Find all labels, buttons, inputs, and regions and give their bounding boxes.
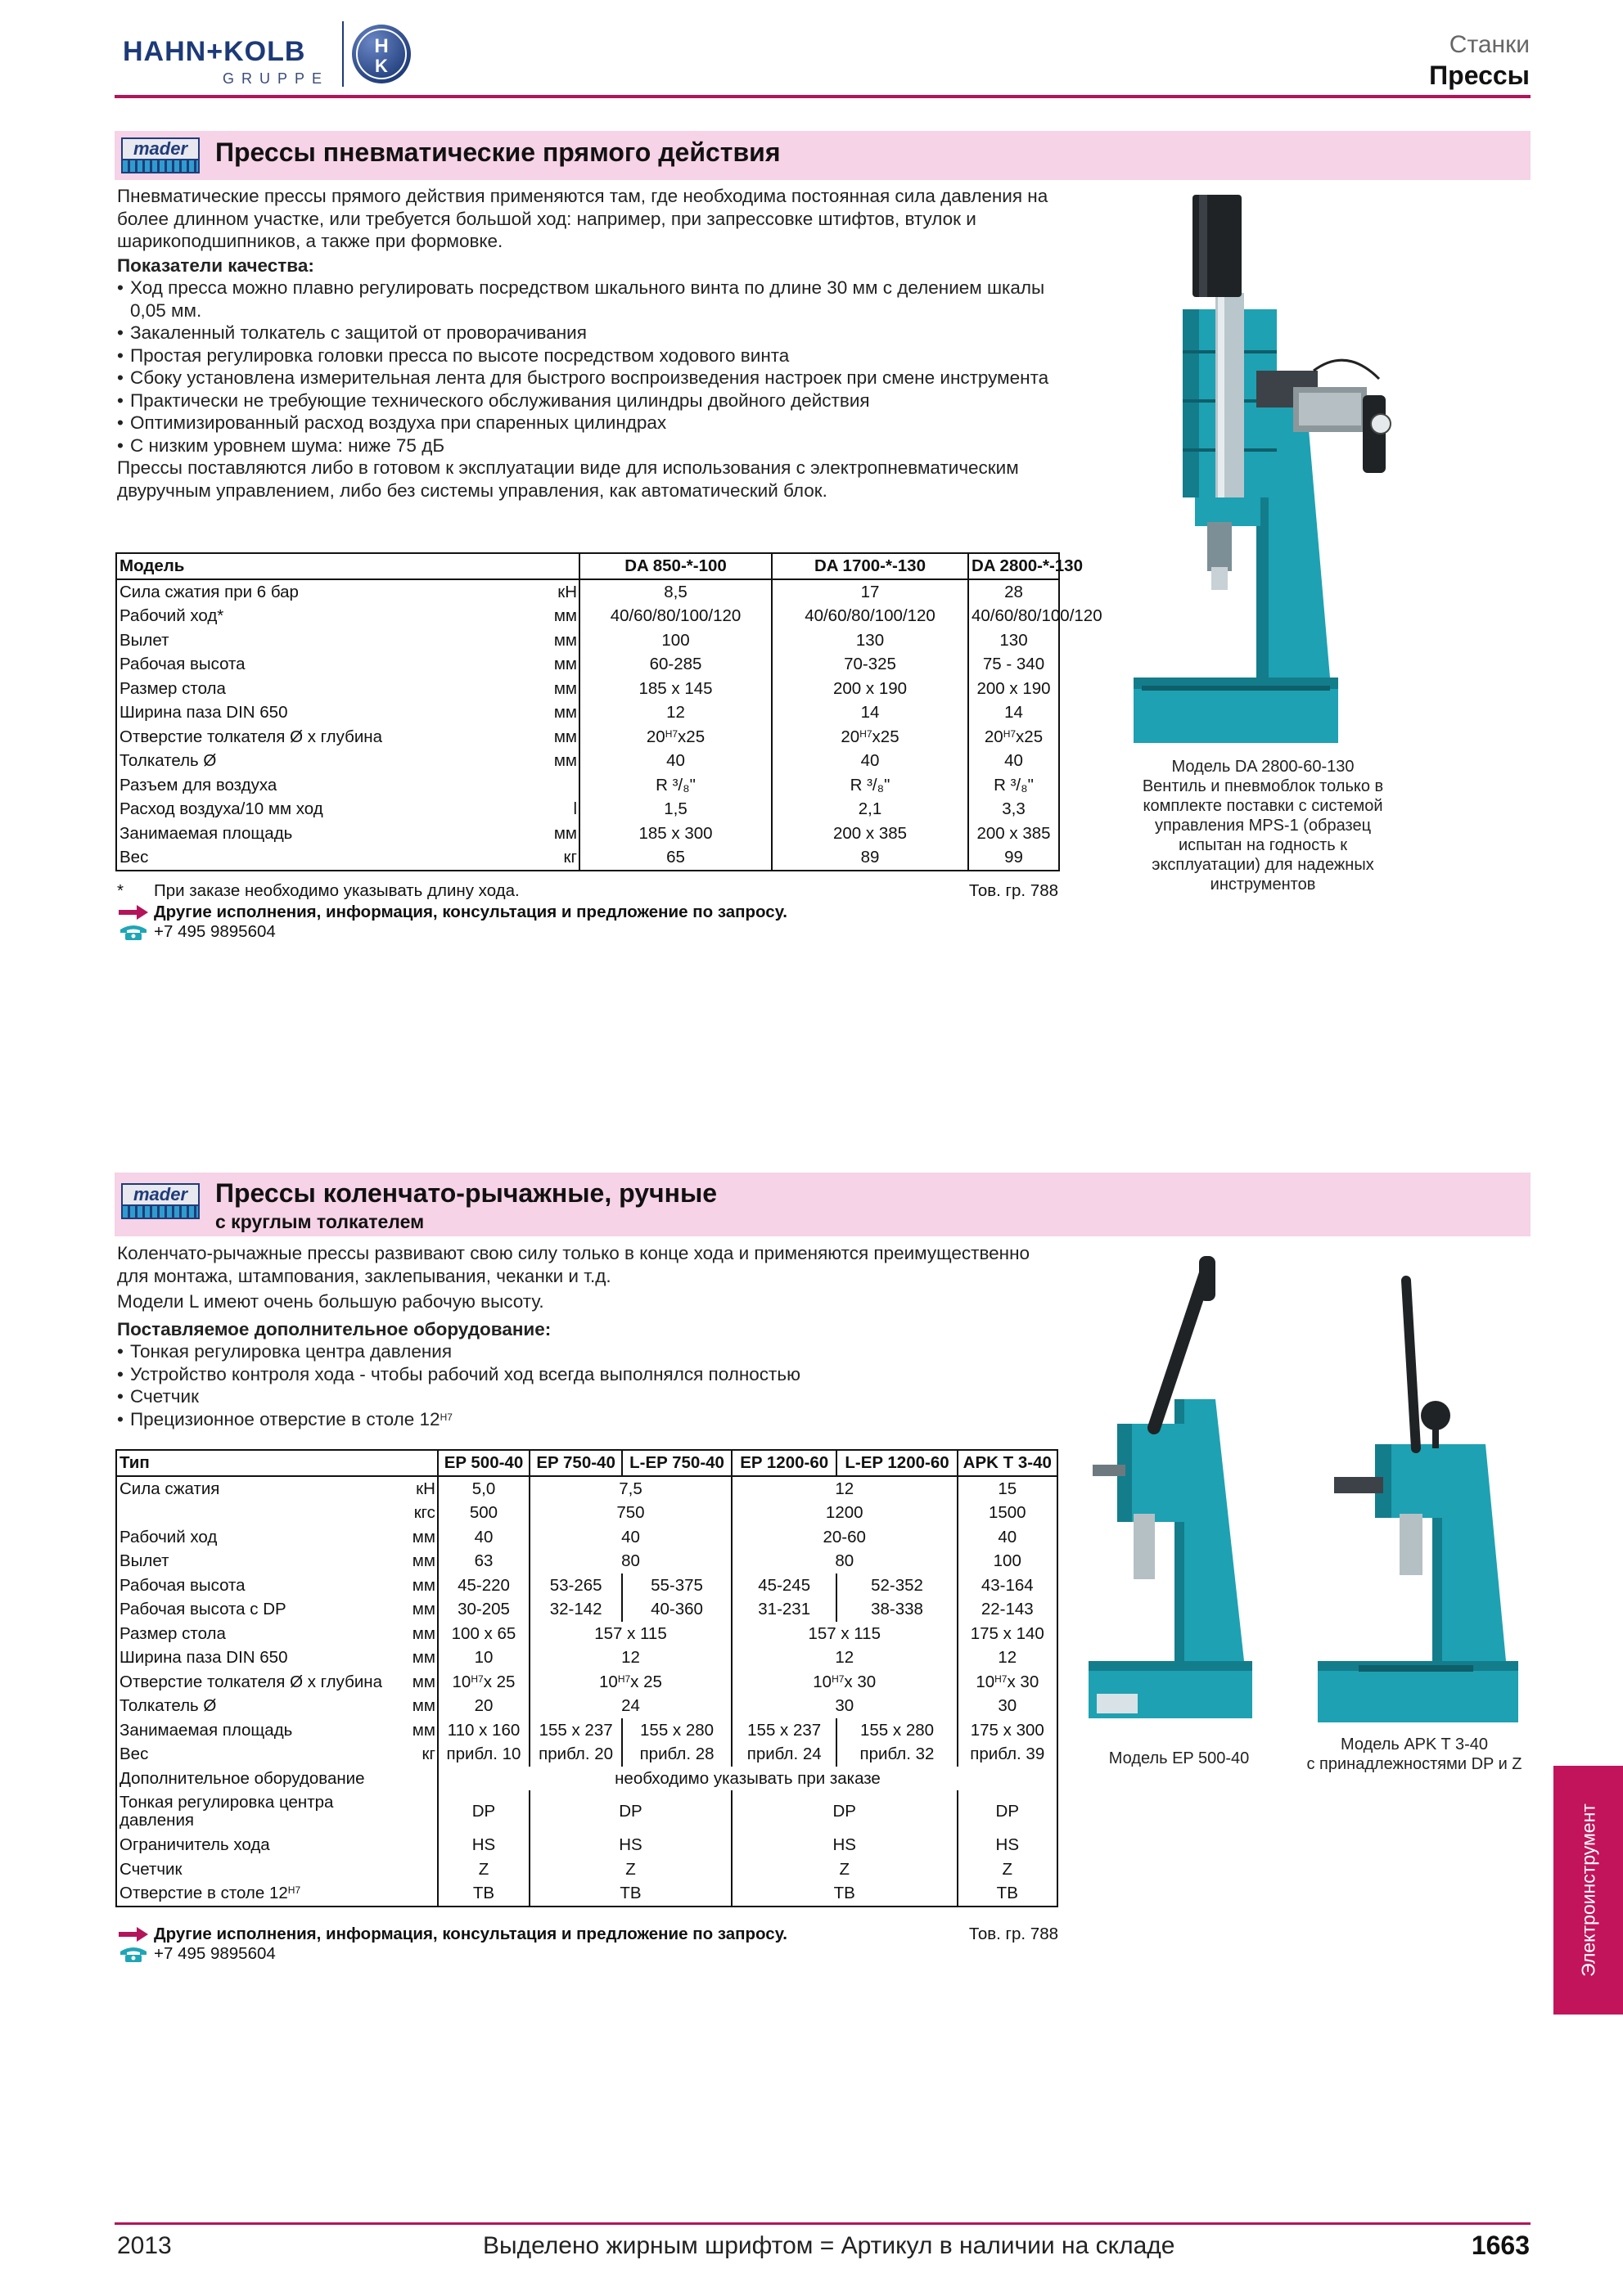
equip-heading: Поставляемое дополнительное оборудование:	[117, 1318, 552, 1339]
svg-text:H: H	[374, 35, 389, 57]
superscript: H7	[859, 727, 872, 740]
row-value: 17	[772, 579, 968, 605]
row-value: 200 x 190	[968, 677, 1059, 701]
row-label: Сила сжатия при 6 бар	[119, 582, 299, 601]
row-value: 14	[772, 700, 968, 725]
row-label: Толкатель Ø	[119, 1696, 217, 1715]
section1-description	[117, 185, 1058, 502]
row-value: 45-245	[732, 1573, 837, 1598]
row-value: 12	[732, 1476, 958, 1501]
row-unit: мм	[412, 1696, 435, 1715]
row-value: DP	[732, 1790, 958, 1833]
row-value: 53-265	[530, 1573, 622, 1598]
quality-feature-item: • Сбоку установлена измерительная лента для быстрого воспроизведения настроек при смене инструмента	[117, 367, 1058, 389]
header-category: Станки	[1449, 31, 1530, 58]
table-header-model: DA 850-*-100	[579, 553, 772, 579]
caption-apk: Модель APK T 3-40 с принадлежностями DP и Z	[1306, 1736, 1522, 1773]
row-value: 12	[530, 1645, 732, 1670]
row-label: Вылет	[119, 1551, 169, 1570]
equip-feature-item: • Устройство контроля хода - чтобы рабочий ход всегда выполнялся полностью	[117, 1363, 1058, 1386]
row-unit	[409, 1790, 438, 1833]
row-value: HS	[958, 1833, 1057, 1857]
row-value: 65	[579, 845, 772, 871]
row-unit: мм	[412, 1600, 435, 1618]
table-row	[116, 725, 1059, 750]
row-unit: мм	[553, 703, 577, 722]
row-value: TB	[958, 1881, 1057, 1907]
logo-subtext: GRUPPE	[223, 70, 330, 87]
row-label: Ширина паза DIN 650	[119, 703, 288, 722]
row-value: 185 x 145	[579, 677, 772, 701]
row-label: Отверстие в столе $12^{H7}$	[119, 1884, 301, 1902]
mader-logo-text: mader	[123, 139, 198, 159]
row-value: 130	[968, 628, 1059, 653]
row-value: прибл. 20	[530, 1742, 622, 1767]
row-label: Вылет	[119, 630, 169, 650]
caption-ep: Модель EP 500-40	[1108, 1749, 1250, 1767]
row-value: прибл. 24	[732, 1742, 837, 1767]
toggle-press-apk-image	[1310, 1281, 1531, 1731]
row-unit	[427, 773, 579, 798]
row-value: 20-60	[732, 1525, 958, 1550]
row-value: 75 - 340	[968, 652, 1059, 677]
row-value: 40	[958, 1525, 1057, 1550]
row-label: Рабочий ход*	[119, 606, 224, 625]
row-label: Ограничитель хода	[119, 1835, 270, 1854]
row-value: 63	[438, 1549, 530, 1573]
row-value: 40	[579, 749, 772, 773]
row-value: 157 x 115	[732, 1622, 958, 1646]
superscript: H7	[617, 1672, 631, 1685]
row-value: 24	[530, 1694, 732, 1718]
row-value: 185 x 300	[579, 822, 772, 846]
row-value: 30-205	[438, 1597, 530, 1622]
table-row	[116, 773, 1059, 798]
goods-group-ref-2: Тов. гр. 788	[968, 1925, 1058, 1943]
row-unit	[409, 1857, 438, 1882]
row-unit: мм	[412, 1623, 435, 1643]
row-value: 55-375	[622, 1573, 732, 1598]
row-value: $10^{H7}x$ 25	[438, 1670, 530, 1695]
row-value: Z	[438, 1857, 530, 1882]
row-unit: мм	[553, 655, 577, 673]
row-value: 8,5	[579, 579, 772, 605]
row-value: 40	[530, 1525, 732, 1550]
superscript: H7	[994, 1672, 1008, 1685]
row-label: Вес	[119, 1745, 149, 1763]
row-label: Отверстие толкателя Ø x глубина	[119, 1672, 383, 1691]
row-unit: l	[573, 799, 577, 818]
row-label	[116, 1501, 409, 1525]
row-unit: мм	[412, 1672, 435, 1691]
row-value: 31-231	[732, 1597, 837, 1622]
quality-feature-item: • Ход пресса можно плавно регулировать посредством шкального винта по длине 30 мм с делением шкалы 0,05 мм.	[117, 277, 1058, 322]
row-value: 175 x 140	[958, 1622, 1057, 1646]
row-value: HS	[732, 1833, 958, 1857]
row-value: 14	[968, 700, 1059, 725]
row-value: прибл. 32	[836, 1742, 957, 1767]
table-row	[116, 1525, 1057, 1550]
svg-text:K: K	[375, 56, 388, 76]
table-row	[116, 822, 1059, 846]
row-value: DP	[958, 1790, 1057, 1833]
row-value: $10^{H7}x$ 30	[958, 1670, 1057, 1695]
row-value: Z	[732, 1857, 958, 1882]
row-unit: мм	[553, 727, 577, 746]
table-row	[116, 652, 1059, 677]
table-row	[116, 797, 1059, 822]
row-label: Отверстие толкателя Ø x глубина	[119, 727, 383, 746]
side-category-label: Электроинструмент	[1577, 1803, 1598, 1977]
mader-logo-icon-2	[121, 1183, 200, 1219]
table-header-model: EP 1200-60	[732, 1450, 837, 1476]
row-label: Разъем для воздуха	[119, 775, 277, 795]
row-label: Расход воздуха/10 мм ход	[119, 799, 323, 818]
table-row	[116, 1670, 1057, 1695]
row-value: 99	[968, 845, 1059, 871]
section2-subtitle: с круглым толкателем	[215, 1211, 425, 1232]
row-unit: мм	[412, 1575, 435, 1595]
superscript: H7	[471, 1672, 484, 1685]
phone-number-2: +7 495 9895604	[154, 1944, 276, 1963]
row-value: 45-220	[438, 1573, 530, 1598]
row-value: 15	[958, 1476, 1057, 1501]
row-unit: мм	[412, 1720, 435, 1740]
superscript: H7	[440, 1411, 453, 1423]
row-value: 155 x 237	[732, 1718, 837, 1743]
row-value: $20^{H7}x25$	[579, 725, 772, 750]
row-unit: кг	[422, 1745, 435, 1763]
quality-feature-item: • Простая регулировка головки пресса по высоте посредством ходового винта	[117, 344, 1058, 367]
table-row	[116, 1476, 1057, 1501]
footnote-mark: *	[117, 881, 124, 900]
quality-feature-item: • Практически не требующие технического обслуживания цилиндры двойного действия	[117, 389, 1058, 412]
row-value: 175 x 300	[958, 1718, 1057, 1743]
row-value: 200 x 385	[772, 822, 968, 846]
table-header-cell: Тип	[116, 1450, 438, 1476]
row-value: 750	[530, 1501, 732, 1525]
table-header-model: DA 1700-*-130	[772, 553, 968, 579]
row-value: DP	[530, 1790, 732, 1833]
section1-image-caption: Модель DA 2800-60-130 Вентиль и пневмоблок только в комплекте поставки с системой управления MPS-1 (образец испытан на годность к эксплуатации) для надежных инструментов	[1142, 758, 1384, 894]
row-value: 52-352	[836, 1573, 957, 1598]
section1-notes	[117, 881, 1058, 942]
quality-feature-item: • Закаленный толкатель с защитой от проворачивания	[117, 322, 1058, 344]
row-value: 110 x 160	[438, 1718, 530, 1743]
row-value: 7,5	[530, 1476, 732, 1501]
row-value: 130	[772, 628, 968, 653]
section2-title: Прессы коленчато-рычажные, ручные	[215, 1178, 718, 1208]
table-row	[116, 604, 1059, 628]
section1-delivery: Прессы поставляются либо в готовом к эксплуатации виде для использования с электропневматическим двуручным управлением, либо без системы управления, как автоматический блок.	[117, 457, 1019, 501]
row-label: Рабочий ход	[119, 1527, 218, 1546]
row-label: Ширина паза DIN 650	[119, 1648, 288, 1667]
table-row	[116, 700, 1059, 725]
row-value: $10^{H7}x$ 25	[530, 1670, 732, 1695]
row-value: 155 x 280	[622, 1718, 732, 1743]
row-value: 38-338	[836, 1597, 957, 1622]
row-unit: мм	[553, 751, 577, 770]
header-subcategory: Прессы	[1429, 61, 1530, 90]
row-value: 12	[958, 1645, 1057, 1670]
row-value: 40/60/80/100/120	[772, 604, 968, 628]
table-row	[116, 1694, 1057, 1718]
footer-rule	[115, 2222, 1531, 2225]
mader-logo-text-2: mader	[123, 1185, 198, 1204]
row-value: TB	[438, 1881, 530, 1907]
page-number: 1663	[1471, 2231, 1530, 2260]
footer-note: Выделено жирным шрифтом = Артикул в наличии на складе	[483, 2232, 1175, 2259]
equip-feature-item: • Прецизионное отверстие в столе $12^{H7}$	[117, 1408, 1058, 1431]
table-row	[116, 1718, 1057, 1743]
table-header-model: APK T 3-40	[958, 1450, 1057, 1476]
section2-notes	[117, 1925, 1058, 1964]
row-value: 1200	[732, 1501, 958, 1525]
row-value: 1500	[958, 1501, 1057, 1525]
row-value: 40-360	[622, 1597, 732, 1622]
table-row	[116, 579, 1059, 605]
row-value: 89	[772, 845, 968, 871]
table-row	[116, 1742, 1057, 1767]
row-value: 30	[732, 1694, 958, 1718]
row-value: 60-285	[579, 652, 772, 677]
phone-number: +7 495 9895604	[154, 922, 276, 941]
table-row	[116, 1501, 1057, 1525]
row-label: Рабочая высота	[119, 1575, 246, 1595]
row-value: 2,1	[772, 797, 968, 822]
row-value: 12	[579, 700, 772, 725]
row-label: Размер стола	[119, 678, 226, 698]
row-unit: кгс	[413, 1503, 435, 1522]
row-unit: мм	[412, 1551, 435, 1570]
equip-feature-list	[117, 1340, 1058, 1430]
row-value: TB	[530, 1881, 732, 1907]
row-value: Z	[530, 1857, 732, 1882]
row-value: $20^{H7}x25$	[968, 725, 1059, 750]
superscript: H7	[287, 1884, 301, 1896]
footer-year: 2013	[117, 2232, 172, 2259]
row-unit: мм	[553, 678, 577, 698]
row-value: $20^{H7}x25$	[772, 725, 968, 750]
section2-description	[117, 1242, 1058, 1430]
side-category-tab[interactable]	[1553, 1766, 1623, 2015]
row-unit: мм	[412, 1648, 435, 1667]
arrow-right-icon-2	[117, 1926, 150, 1943]
row-label: Рабочая высота с DP	[119, 1600, 286, 1618]
row-label: Толкатель Ø	[119, 751, 217, 770]
equip-feature-item: • Счетчик	[117, 1385, 1058, 1408]
row-value: 22-143	[958, 1597, 1057, 1622]
row-value: 100	[958, 1549, 1057, 1573]
section2-intro2: Модели L имеют очень большую рабочую высоту.	[117, 1291, 544, 1312]
row-value: 100 x 65	[438, 1622, 530, 1646]
table-row	[116, 628, 1059, 653]
row-unit	[409, 1833, 438, 1857]
row-unit	[409, 1767, 438, 1791]
table-row	[116, 1767, 1057, 1791]
row-value: HS	[530, 1833, 732, 1857]
row-label: Сила сжатия	[119, 1479, 220, 1498]
row-value: 10	[438, 1645, 530, 1670]
row-value: 12	[732, 1645, 958, 1670]
row-value: 500	[438, 1501, 530, 1525]
row-label: Счетчик	[119, 1859, 183, 1879]
row-value: 1,5	[579, 797, 772, 822]
quality-feature-item: • С низким уровнем шума: ниже 75 дБ	[117, 434, 1058, 457]
row-value: 40	[438, 1525, 530, 1550]
phone-icon	[117, 923, 150, 941]
row-value: 3,3	[968, 797, 1059, 822]
row-value: 200 x 385	[968, 822, 1059, 846]
row-unit	[409, 1881, 438, 1907]
row-label: Дополнительное оборудование	[119, 1768, 365, 1788]
table-row	[116, 749, 1059, 773]
row-value: R ³/₈"	[968, 773, 1059, 798]
pneumatic-press-image	[1125, 187, 1395, 751]
row-value: DP	[438, 1790, 530, 1833]
table-row	[116, 1597, 1057, 1622]
row-unit: мм	[553, 823, 577, 843]
row-value: 155 x 237	[530, 1718, 622, 1743]
table-row	[116, 1881, 1057, 1907]
table-row	[116, 845, 1059, 871]
row-value: прибл. 39	[958, 1742, 1057, 1767]
table-row	[116, 1790, 1057, 1833]
inquiry-text: Другие исполнения, информация, консультация и предложение по запросу.	[154, 903, 788, 921]
superscript: H7	[832, 1672, 845, 1685]
goods-group-ref: Тов. гр. 788	[968, 881, 1058, 900]
footnote-text: При заказе необходимо указывать длину хода.	[154, 881, 520, 900]
row-label: Тонкая регулировка центра давления	[119, 1793, 334, 1830]
table-header-model: DA 2800-*-130	[968, 553, 1059, 579]
table-row	[116, 677, 1059, 701]
inquiry-text-2: Другие исполнения, информация, консультация и предложение по запросу.	[154, 1925, 788, 1943]
equip-feature-item: • Тонкая регулировка центра давления	[117, 1340, 1058, 1363]
row-unit: мм	[412, 1527, 435, 1546]
table-header-model: L-EP 750-40	[622, 1450, 732, 1476]
section1-spec-table	[115, 552, 1102, 871]
row-unit: мм	[553, 606, 577, 625]
row-value: 32-142	[530, 1597, 622, 1622]
superscript: H7	[1003, 727, 1017, 740]
row-value: TB	[732, 1881, 958, 1907]
row-value: Z	[958, 1857, 1057, 1882]
row-value: R ³/₈"	[772, 773, 968, 798]
row-value: 157 x 115	[530, 1622, 732, 1646]
row-value: 80	[530, 1549, 732, 1573]
table-header-model: EP 500-40	[438, 1450, 530, 1476]
logo-text: HAHN+KOLB	[123, 36, 306, 67]
phone-icon-2	[117, 1945, 150, 1963]
table-header-cell: Модель	[116, 553, 579, 579]
row-value: 43-164	[958, 1573, 1057, 1598]
toggle-press-ep-image	[1084, 1252, 1273, 1727]
table-row	[116, 1645, 1057, 1670]
section1-intro: Пневматические прессы прямого действия применяются там, где необходима постоянная сила давления на более длинном участке, или требуется большой ход: например, при запрессовке штифтов, втулок и шарикоподшипников, а также при формовке.	[117, 186, 1048, 251]
table-row	[116, 1622, 1057, 1646]
section2-intro: Коленчато-рычажные прессы развивают свою силу только в конце хода и применяются преимущественно для монтажа, штампования, заклепывания, чеканки и т.д.	[117, 1243, 1030, 1286]
row-label: Вес	[119, 848, 149, 867]
table-header-model: EP 750-40	[530, 1450, 622, 1476]
row-value: 80	[732, 1549, 958, 1573]
company-logo-icon	[350, 23, 413, 85]
section1-title: Прессы пневматические прямого действия	[215, 137, 781, 167]
row-value: 155 x 280	[836, 1718, 957, 1743]
row-value: 20	[438, 1694, 530, 1718]
row-value: необходимо указывать при заказе	[438, 1767, 1057, 1791]
row-value: 30	[958, 1694, 1057, 1718]
row-value: 40/60/80/100/120	[579, 604, 772, 628]
row-value: 100	[579, 628, 772, 653]
row-value: 40	[772, 749, 968, 773]
section2-spec-table	[115, 1449, 1058, 1907]
table-row	[116, 1857, 1057, 1882]
table-header-model: L-EP 1200-60	[836, 1450, 957, 1476]
mader-logo-icon	[121, 137, 200, 173]
row-value: R ³/₈"	[579, 773, 772, 798]
row-label: Занимаемая площадь	[119, 823, 293, 843]
row-value: 40/60/80/100/120	[968, 604, 1059, 628]
logo-divider	[342, 21, 344, 87]
arrow-right-icon	[117, 904, 150, 921]
row-value: 28	[968, 579, 1059, 605]
row-label: Занимаемая площадь	[119, 1720, 293, 1740]
row-value: 200 x 190	[772, 677, 968, 701]
row-value: прибл. 10	[438, 1742, 530, 1767]
quality-feature-list	[117, 277, 1058, 457]
table-row	[116, 1833, 1057, 1857]
row-unit: кг	[563, 848, 577, 867]
row-unit: кН	[416, 1479, 435, 1498]
row-value: прибл. 28	[622, 1742, 732, 1767]
row-value: 5,0	[438, 1476, 530, 1501]
table-row	[116, 1573, 1057, 1598]
row-value: 70-325	[772, 652, 968, 677]
row-label: Размер стола	[119, 1623, 226, 1643]
header-rule	[115, 95, 1531, 98]
row-value: 40	[968, 749, 1059, 773]
row-label: Рабочая высота	[119, 655, 246, 673]
row-unit: мм	[553, 630, 577, 650]
row-unit: кН	[557, 582, 577, 601]
row-value: $10^{H7}x$ 30	[732, 1670, 958, 1695]
superscript: H7	[665, 727, 679, 740]
quality-feature-item: • Оптимизированный расход воздуха при спаренных цилиндрах	[117, 412, 1058, 434]
row-value: HS	[438, 1833, 530, 1857]
table-row	[116, 1549, 1057, 1573]
quality-heading: Показатели качества:	[117, 254, 314, 276]
